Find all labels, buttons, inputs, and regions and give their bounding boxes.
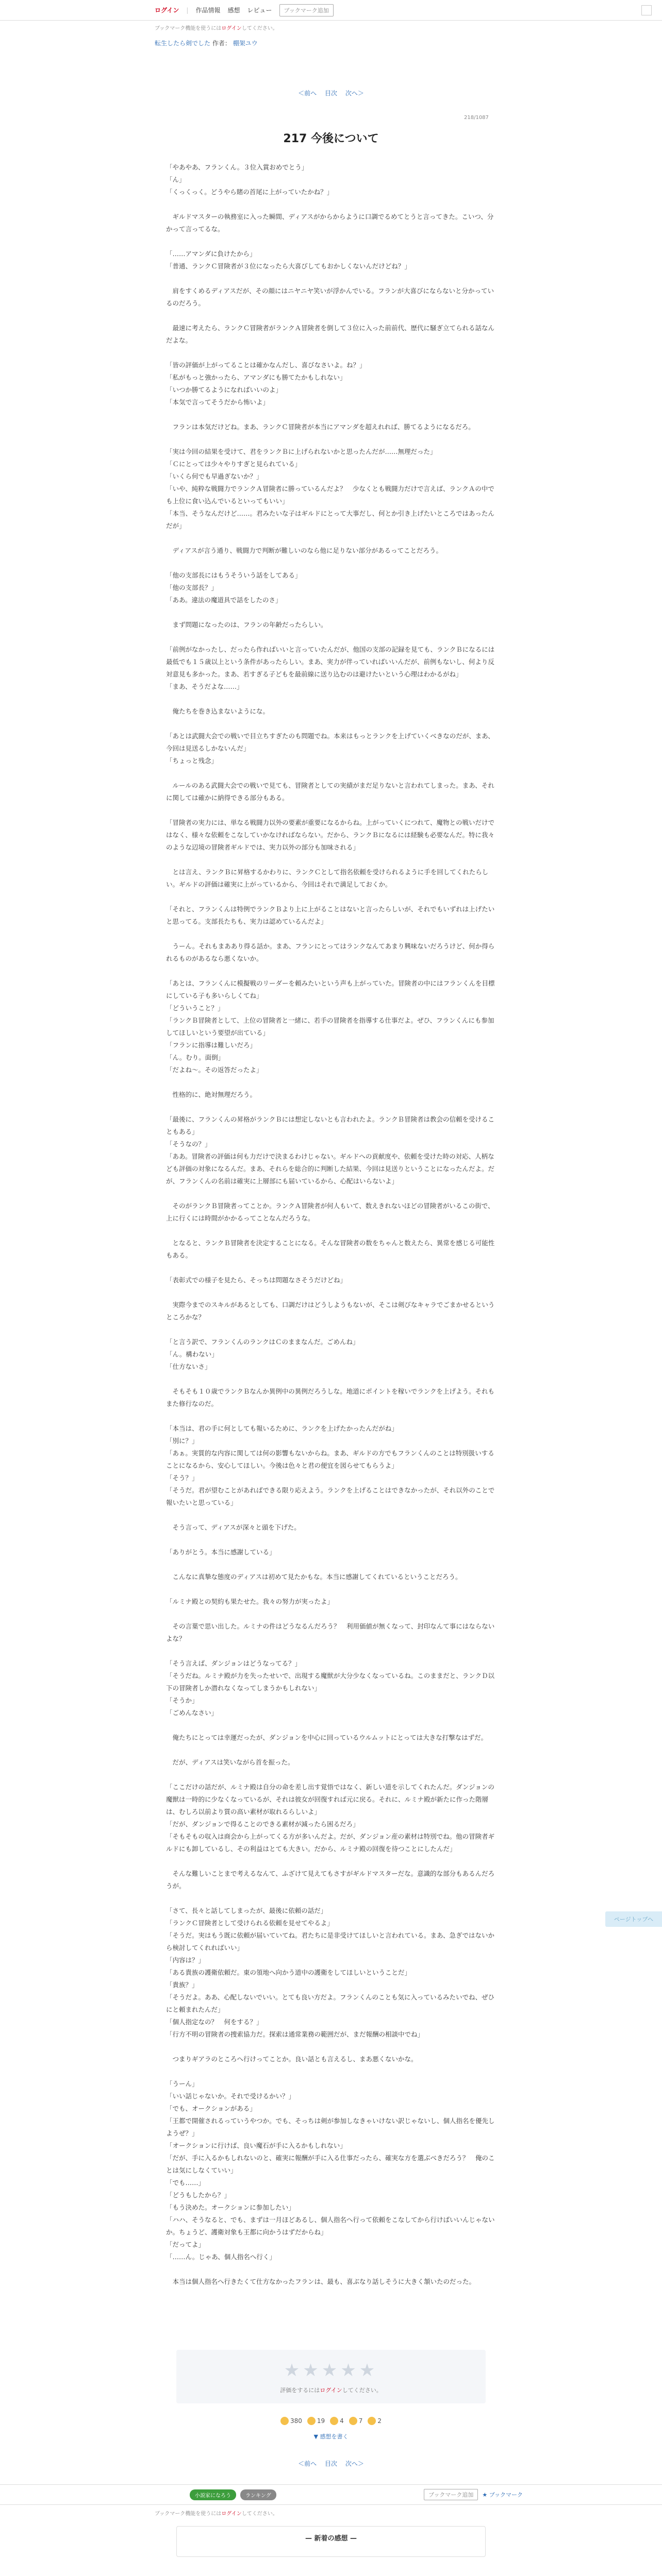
author-label: 作者： bbox=[212, 40, 231, 47]
novel-paragraph: そんな難しいことまで考えるなんて、ふざけて見えてもさすがギルドマスターだな。意識的な部分もあるんだろうが。 bbox=[166, 1870, 495, 1890]
top-nav-bar bbox=[0, 0, 662, 21]
reaction-button[interactable] bbox=[349, 2417, 363, 2425]
novel-paragraph: 「さて、長々と話してしまったが、最後に依頼の話だ」 bbox=[166, 1907, 327, 1914]
blank-line bbox=[166, 1558, 496, 1571]
window-buttons bbox=[641, 5, 652, 15]
novel-paragraph: 「そうだ。実はもう既に依頼が届いていてね。君たちに是非受けてほしいと言われている。まあ、急ぎではないから検討してくれればいい」 bbox=[166, 1931, 495, 1952]
ranking-chip[interactable]: ランキング bbox=[240, 2489, 276, 2500]
novel-paragraph: 「ランクＢ冒険者として、上位の冒険者と一緒に、若手の冒険者を指導する仕事だよ。ぜひ、フランくんにも参加してほしいという要望が出ている」 bbox=[166, 1016, 494, 1037]
toc-link-bottom[interactable]: 目次 bbox=[324, 2460, 337, 2467]
reaction-button[interactable] bbox=[330, 2417, 344, 2425]
nav-impressions-link[interactable]: 感想 bbox=[227, 7, 240, 14]
blank-line bbox=[166, 310, 496, 322]
blank-line bbox=[166, 1744, 496, 1756]
chapter-pager-top bbox=[0, 89, 662, 97]
laugh-icon bbox=[330, 2417, 338, 2425]
notice-text: ブックマーク機能を使うには bbox=[155, 26, 222, 31]
novel-paragraph: そもそも１０歳でランクＢなんか異例中の異例だろうしな。地道にポイントを稼いでランクを上げよう。それもまた修行なのだ。 bbox=[166, 1387, 495, 1408]
novel-paragraph: 性格的に、絶対無理だろう。 bbox=[166, 1091, 257, 1098]
latest-impressions-box: — 新着の感想 — bbox=[176, 2526, 486, 2557]
blank-line bbox=[166, 532, 496, 545]
novel-paragraph: 「いくら何でも早過ぎないか？」 bbox=[166, 472, 263, 480]
novel-paragraph: 「そうなの？」 bbox=[166, 1140, 211, 1148]
breadcrumb bbox=[0, 39, 662, 47]
novel-paragraph: となると、ランクＢ冒険者を決定することになる。そんな冒険者の数をちゃんと数えたら、異常を感じる可能性もある。 bbox=[166, 1239, 495, 1259]
bookmark-link[interactable]: ★ ブックマーク bbox=[482, 2492, 523, 2498]
reaction-count: 7 bbox=[358, 2417, 363, 2425]
novel-paragraph: 「あとは武闘大会での戦いで目立ちすぎたのも問題でね。本来はもっとランクを上げていくべきなのだが、まあ、今回は見送るしかないんだ」 bbox=[166, 732, 494, 752]
novel-paragraph: 「別に？」 bbox=[166, 1437, 198, 1445]
novel-paragraph: 「フランに指導は難しいだろ」 bbox=[166, 1041, 257, 1049]
rating-box bbox=[176, 2350, 486, 2403]
novel-paragraph: 「私がもっと強かったら、アマンダにも勝てたかもしれない」 bbox=[166, 374, 346, 381]
next-chapter-link[interactable]: 次へ＞ bbox=[345, 90, 364, 97]
novel-paragraph: 「そう？」 bbox=[166, 1474, 198, 1482]
novel-paragraph: 肩をすくめるディアスだが、その顔にはニヤニヤ笑いが浮かんでいる。フランが大喜びにならないと分かっているのだろう。 bbox=[166, 287, 494, 307]
blank-line bbox=[166, 804, 496, 817]
nav-works-link[interactable]: 作品情報 bbox=[195, 7, 221, 14]
blank-line bbox=[166, 1645, 496, 1657]
bottom-login-notice bbox=[0, 2509, 662, 2517]
novel-paragraph: 「それと、フランくんは特例でランクＢより上に上がることはないと言ったらしいが、それでもいずれは上げたいと思ってる。支部長たちも、実力は認めているんだよ」 bbox=[166, 905, 495, 925]
novel-paragraph: 「だってよ」 bbox=[166, 2241, 205, 2248]
next-chapter-link-bottom[interactable]: 次へ＞ bbox=[345, 2460, 364, 2467]
novel-paragraph: 「やあやあ、フランくん。３位入賞おめでとう」 bbox=[166, 163, 308, 171]
novel-paragraph: 「内容は？」 bbox=[166, 1956, 205, 1964]
novel-paragraph: 「もう決めた。オークションに参加したい」 bbox=[166, 2204, 295, 2211]
novel-paragraph: 「ちょっと残念」 bbox=[166, 757, 218, 765]
novel-paragraph: 「ああ。違法の魔道具で話をしたのさ」 bbox=[166, 596, 282, 604]
toc-link[interactable]: 目次 bbox=[324, 90, 337, 97]
bookmark-add-button[interactable]: ブックマーク追加 bbox=[279, 4, 334, 16]
blank-line bbox=[166, 1324, 496, 1336]
novel-paragraph: 「……ん。じゃあ、個人指名へ行く」 bbox=[166, 2253, 276, 2261]
novel-paragraph: 「個人指定なの？ 何をする？」 bbox=[166, 2018, 263, 2026]
blank-line bbox=[166, 2041, 496, 2053]
reaction-count: 4 bbox=[340, 2417, 344, 2425]
blank-line bbox=[166, 1286, 496, 1299]
novel-paragraph: 「仕方ないさ」 bbox=[166, 1363, 211, 1370]
novel-paragraph: 「ごめんなさい」 bbox=[166, 1709, 218, 1717]
blank-line bbox=[166, 891, 496, 903]
novel-paragraph: 「いつか勝てるようになればいいのよ」 bbox=[166, 386, 283, 394]
novel-paragraph: 「ん。むり。面倒」 bbox=[166, 1054, 225, 1061]
novel-paragraph: 「だよね～。その返答だったよ」 bbox=[166, 1066, 263, 1074]
blank-line bbox=[166, 2065, 496, 2078]
blank-line bbox=[166, 854, 496, 866]
novel-paragraph: ディアスが言う通り、戦闘力で判断が難しいのなら他に足りない部分があるってことだろう。 bbox=[166, 547, 443, 554]
novel-paragraph: 「普通、ランクＣ冒険者が３位になったら大喜びしてもおかしくないんだけどね？」 bbox=[166, 262, 411, 270]
chapter-counter: 218/1087 bbox=[464, 115, 489, 121]
novel-paragraph: フランは本気だけどね。まあ、ランクＣ冒険者が本当にアマンダを超えれれば、勝てるようになるだろ。 bbox=[166, 423, 475, 431]
blank-line bbox=[166, 235, 496, 248]
novel-paragraph: 「だが、手に入るかもしれないのと、確実に報酬が手に入る仕事だったら、確実な方を選ぶべきだろう？ 俺のことは気にしなくていい」 bbox=[166, 2154, 495, 2174]
nav-review-link[interactable]: レビュー bbox=[247, 7, 272, 14]
novel-paragraph: 「まあ、そうだよな……」 bbox=[166, 683, 243, 690]
novel-paragraph: 「ああ。冒険者の評価は何も力だけで決まるわけじゃない。ギルドへの貢献度や、依頼を受けた時の対応、人柄なども評価の対象になるんだ。まあ、それらを総合的に判断した結果、今回は見送りということになったんだよ。だが、フランくんの名前は確実に上層部にも届いているから、心配はいらないよ」 bbox=[166, 1153, 495, 1185]
rating-note-text: 評価をするには bbox=[280, 2387, 320, 2394]
blank-line bbox=[166, 1583, 496, 1596]
author-link[interactable]: 棚架ユウ bbox=[233, 40, 258, 47]
blank-line bbox=[166, 1509, 496, 1521]
novel-paragraph: うーん。それもまああり得る話か。まあ、フランにとってはランクなんてあまり興味ないだろうけど、何か得られるものがあるなら悪くないか。 bbox=[166, 942, 495, 962]
site-chip[interactable]: 小説家になろう bbox=[190, 2489, 236, 2500]
novel-paragraph: 「あとは、フランくんに模擬戦のリーダーを頼みたいという声も上がっていた。冒険者の中にはフランくんを目標にしている子も多いらしくてね」 bbox=[166, 979, 495, 999]
blank-line bbox=[166, 273, 496, 285]
novel-paragraph: 「……アマンダに負けたから」 bbox=[166, 250, 256, 258]
login-notice bbox=[0, 24, 662, 31]
novel-paragraph: その言葉で思い出した。ルミナの件はどうなるんだろう？ 利用価値が無くなって、封印なんて事にはならないよな？ bbox=[166, 1622, 495, 1642]
novel-paragraph: 「ある貴族の護衛依頼だ。東の領地へ向かう道中の護衛をしてほしいということだ」 bbox=[166, 1969, 411, 1976]
notice-text-suffix: してください。 bbox=[241, 26, 278, 31]
novel-paragraph: 「最後に、フランくんの昇格がランクＢには想定しないとも言われたよ。ランクＢ冒険者は教会の信頼を受けることもある」 bbox=[166, 1115, 495, 1136]
chapter-pager-bottom bbox=[0, 2459, 662, 2468]
bookmark-add-button-bottom[interactable]: ブックマーク追加 bbox=[424, 2489, 478, 2500]
bottom-bookmark-group bbox=[424, 2489, 523, 2500]
novel-paragraph: 「だが、ダンジョンで得ることのできる素材が減ったら困るだろ」 bbox=[166, 1820, 359, 1828]
novel-paragraph: 「ハハ、そうなると、でも、まずは一月ほどあるし、個人指名へ行って依頼をこなしてから行けばいいんじゃないか。ちょうど、護衛対象も王都に向かうはずだからね」 bbox=[166, 2216, 495, 2236]
rating-note bbox=[176, 2386, 486, 2394]
novel-paragraph: 俺たちにとっては幸運だったが、ダンジョンを中心に回っているウルムットにとっては大きな打撃なはずだ。 bbox=[166, 1734, 488, 1741]
novel-paragraph: 「そもそもの収入は商会から上がってくる方が多いんだよ。だが、ダンジョン産の素材は特別でね。他の冒険者ギルドにも卸しているし、その利益はとても大きい。だから、ルミナ殿の回復を待つことにしたんだ」 bbox=[166, 1833, 495, 1853]
novel-paragraph: ギルドマスターの執務室に入った瞬間、ディアスがからからように口調でるめてとうと言ってきた。こいつ、分かって言ってるな。 bbox=[166, 213, 494, 233]
blank-line bbox=[166, 1262, 496, 1274]
reaction-bar bbox=[0, 2417, 662, 2425]
blank-line bbox=[166, 409, 496, 421]
novel-paragraph: 「Ｃにとっては少々やりすぎと見られている」 bbox=[166, 460, 302, 468]
reaction-count: 19 bbox=[317, 2417, 325, 2425]
rating-stars[interactable]: ★★★★★ bbox=[284, 2360, 378, 2381]
novel-paragraph: だが、ディアスは笑いながら首を振った。 bbox=[166, 1758, 294, 1766]
blank-line bbox=[166, 1188, 496, 1200]
bottom-notice-text: ブックマーク機能を使うには bbox=[155, 2511, 222, 2517]
rating-login-link[interactable]: ログイン bbox=[320, 2387, 342, 2394]
page-top-button[interactable]: ページトップへ bbox=[605, 1911, 662, 1927]
novel-paragraph: 「他の支部長？」 bbox=[166, 584, 218, 591]
bottom-notice-login-link[interactable]: ログイン bbox=[221, 2511, 242, 2517]
novel-paragraph: 「ありがとう。本当に感謝している」 bbox=[166, 1548, 276, 1556]
blank-line bbox=[166, 1101, 496, 1113]
novel-paragraph: 「貴族？」 bbox=[166, 1981, 198, 1989]
blank-line bbox=[166, 928, 496, 940]
novel-paragraph: まず問題になったのは、フランの年齢だったらしい。 bbox=[166, 621, 327, 629]
blank-line bbox=[166, 1410, 496, 1422]
novel-paragraph: 「そうだよ。ああ、心配しないでいい。とても良い方だよ。フランくんのことも気に入っているみたいでね、ぜひにと頼まれたんだ」 bbox=[166, 1993, 495, 2013]
novel-paragraph: 「どうもしたから？」 bbox=[166, 2191, 231, 2199]
novel-paragraph: 「ん」 bbox=[166, 176, 186, 183]
novel-paragraph: 最速に考えたら、ランクＣ冒険者がランクＡ冒険者を倒して３位に入った前前代、歴代に騒ぎ立てられる話なんだよな。 bbox=[166, 324, 495, 344]
novel-paragraph: 「実は今回の結果を受けて、君をランクＢに上げられないかと思ったんだが……無理だった」 bbox=[166, 448, 437, 455]
blank-line bbox=[166, 1076, 496, 1089]
novel-paragraph: 「ランクＣ冒険者として受けられる依頼を見せてやるよ」 bbox=[166, 1919, 334, 1927]
novel-paragraph: 「そうか」 bbox=[166, 1697, 198, 1704]
chapter-title: 217 今後について bbox=[283, 132, 379, 145]
blank-line bbox=[166, 693, 496, 705]
novel-paragraph: 「本気で言ってそうだから怖いよ」 bbox=[166, 398, 270, 406]
surprised-icon bbox=[349, 2417, 357, 2425]
blank-line bbox=[166, 1892, 496, 1905]
novel-paragraph: 実際今までのスキルがあるとしても、口調だけはどうしようもないが、そこは剣びなキャラでごまかせるというところかな？ bbox=[166, 1301, 495, 1321]
novel-paragraph: とは言え、ランクＢに昇格するかわりに、ランクＣとして指名依頼を受けられるように手を回してくれたらしい。ギルドの評価は確実に上がっているから、今回はそれで満足しておくか。 bbox=[166, 868, 489, 888]
smile-icon bbox=[307, 2417, 316, 2425]
novel-paragraph: 「そうだね。ルミナ殿が力を失ったせいで、出現する魔獣が大分少なくなっているね。このままだと、ランクＤ以下の冒険者しか潜れなくなってしまうかもしれない」 bbox=[166, 1672, 495, 1692]
notice-login-link[interactable]: ログイン bbox=[221, 26, 242, 31]
novel-paragraph: 「ここだけの話だが、ルミナ殿は自分の命を差し出す覚悟ではなく、新しい道を示してくれたんだ。ダンジョンの魔獣は一時的に少なくなっているが、それは彼女が回復すれば元に戻る。それに、ルミナ殿が新たに作った階層は、むしろ以前より質の高い素材が取れるらしいよ」 bbox=[166, 1783, 494, 1816]
sad-icon bbox=[368, 2417, 376, 2425]
blank-line bbox=[166, 606, 496, 619]
novel-paragraph: 「前例がなかったし、だったら作ればいいと言っていたんだが、他国の支部の記録を見ても、ランクＢになるには最低でも１５歳以上という条件があったらしい。まあ、実力が伴っていればいいんだが、前例もないし、何より反対意見も多かった。まあ、若すぎる子どもを最前線に送り込むのは避けたいという心理はわかるがね」 bbox=[166, 646, 495, 678]
novel-paragraph: 「本当は、君の手に何としても報いるために、ランクを上げたかったんだがね」 bbox=[166, 1425, 398, 1432]
blank-line bbox=[166, 1855, 496, 1868]
novel-paragraph: 「うーん」 bbox=[166, 2080, 198, 2088]
novel-paragraph: 「冒険者の実力には、単なる戦闘力以外の要素が重要になるからね。上がっていくにつれて、魔物との戦いだけではなく、様々な依頼をこなしていかなければならない。だから、ランクＢになるには経験も必要なんだ。特に我々のような辺境の冒険者ギルドでは、実力以外の部分も加味される」 bbox=[166, 819, 495, 851]
blank-line bbox=[166, 1225, 496, 1237]
rating-note-suffix: してください。 bbox=[342, 2387, 382, 2394]
series-link[interactable]: 転生したら剣でした bbox=[155, 40, 211, 47]
novel-paragraph: 「くっくっく。どうやら賭の首尾に上がっていたかね？」 bbox=[166, 188, 334, 196]
novel-paragraph: 「ルミナ殿との契約も果たせた。我々の努力が実ったよ」 bbox=[166, 1598, 334, 1605]
bottom-bar bbox=[0, 2484, 662, 2505]
reaction-button[interactable] bbox=[307, 2417, 325, 2425]
novel-paragraph: 「いや、純粋な戦闘力でランクＡ冒険者に勝っているんだよ？ 少なくとも戦闘力だけで言えば、ランクＡの中でも上位に食い込んでいるといってもいい」 bbox=[166, 485, 494, 505]
novel-paragraph: 「オークションに行けば、良い魔石が手に入るかもしれない」 bbox=[166, 2142, 346, 2149]
novel-paragraph: 「王都で開催されるっていうやつか。でも、そっちは剣が参加しなきゃいけない訳じゃないし、個人指名を優先しようぜ？」 bbox=[166, 2117, 495, 2137]
novel-paragraph: 「他の支部長にはもうそういう話をしてある」 bbox=[166, 571, 302, 579]
write-impression-link[interactable]: ▼ 感想を書く bbox=[313, 2433, 349, 2440]
novel-paragraph: 「ん。構わない」 bbox=[166, 1350, 218, 1358]
divider: | bbox=[186, 6, 189, 14]
novel-paragraph: そのがランクＢ冒険者ってことか。ランクＡ冒険者が何人もいて、数えきれないほどの冒険者がいるこの街で、上に行くには時間がかかるってことなんだろうな。 bbox=[166, 1202, 494, 1222]
novel-paragraph: 「本当、そうなんだけど……。君みたいな子はギルドにとって大事だし、何とか引き上げたいところではあったんだが」 bbox=[166, 510, 494, 530]
blank-line bbox=[166, 1534, 496, 1546]
novel-paragraph: 「でも……」 bbox=[166, 2179, 205, 2187]
novel-paragraph: 本当は個人指名へ行きたくて仕方なかったフランは、最も、喜ぶなり話しそうに大きく頷いたのだった。 bbox=[166, 2278, 476, 2285]
blank-line bbox=[166, 767, 496, 779]
thumbs-up-icon bbox=[280, 2417, 289, 2425]
blank-line bbox=[166, 433, 496, 446]
blank-line bbox=[166, 347, 496, 359]
blank-line bbox=[166, 557, 496, 569]
novel-paragraph: 「行方不明の冒険者の捜索協力だ。探索は通常業務の範囲だが、まだ報酬の相談中でね」 bbox=[166, 2030, 424, 2038]
blank-line bbox=[166, 718, 496, 730]
prev-chapter-link-bottom[interactable]: ＜前へ bbox=[298, 2460, 317, 2467]
novel-paragraph: 「いい話じゃないか。それで受けるかい？」 bbox=[166, 2092, 295, 2100]
blank-line bbox=[166, 631, 496, 643]
novel-paragraph: こんなに真摯な態度のディアスは初めて見たかもな。本当に感謝してくれているということだろう。 bbox=[166, 1573, 462, 1581]
prev-chapter-link[interactable]: ＜前へ bbox=[298, 90, 317, 97]
novel-paragraph: 俺たちを巻き込まないようにな。 bbox=[166, 707, 270, 715]
bottom-notice-suffix: してください。 bbox=[241, 2511, 278, 2517]
novel-paragraph: 「どういうこと？」 bbox=[166, 1004, 224, 1012]
reaction-count: 380 bbox=[290, 2417, 302, 2425]
blank-line bbox=[166, 1608, 496, 1620]
settings-icon[interactable] bbox=[641, 5, 652, 15]
login-link[interactable]: ログイン bbox=[155, 7, 179, 14]
novel-paragraph: 「皆の評価が上がってることは確かなんだし、喜びなさいよ。ね？」 bbox=[166, 361, 366, 369]
blank-line bbox=[166, 965, 496, 977]
novel-paragraph: ルールのある武闘大会での戦いで見ても、冒険者としての実績がまだ足りないと言われてしまった。まあ、それに関しては確かに納得できる部分もある。 bbox=[166, 782, 494, 802]
blank-line bbox=[166, 2263, 496, 2276]
reaction-count: 2 bbox=[377, 2417, 382, 2425]
blank-line bbox=[166, 1373, 496, 1385]
novel-paragraph: 「でも、オークションがある」 bbox=[166, 2105, 256, 2112]
blank-line bbox=[166, 1769, 496, 1781]
blank-line bbox=[166, 198, 496, 211]
novel-paragraph: 「と言う訳で、フランくんのランクはＣのままなんだ。ごめんね」 bbox=[166, 1338, 359, 1346]
reaction-button[interactable] bbox=[280, 2417, 302, 2425]
novel-paragraph: つまりギアラのところへ行けってことか。良い話とも言えるし、まあ悪くないかな。 bbox=[166, 2055, 418, 2063]
reaction-button[interactable] bbox=[368, 2417, 382, 2425]
blank-line bbox=[166, 1719, 496, 1732]
novel-paragraph: 「表彰式での様子を見たら、そっちは問題なさそうだけどね」 bbox=[166, 1276, 347, 1284]
novel-paragraph: 「そう言えば、ダンジョンはどうなってる？」 bbox=[166, 1659, 302, 1667]
novel-paragraph: 「あぁ。実質的な内容に関しては何の影響もないからね。まあ、ギルドの方でもフランくんのことは特別扱いすることになるから、安心してほしい。今後は色々と君の便宜を図らせてもらうよ」 bbox=[166, 1449, 494, 1469]
novel-body bbox=[166, 161, 496, 2288]
novel-paragraph: そう言って、ディアスが深々と頭を下げた。 bbox=[166, 1523, 301, 1531]
novel-paragraph: 「そうだ。君が望むことがあればできる限り応えよう。ランクを上げることはできなかったが、それ以外のことで報いたいと思っている」 bbox=[166, 1486, 495, 1506]
